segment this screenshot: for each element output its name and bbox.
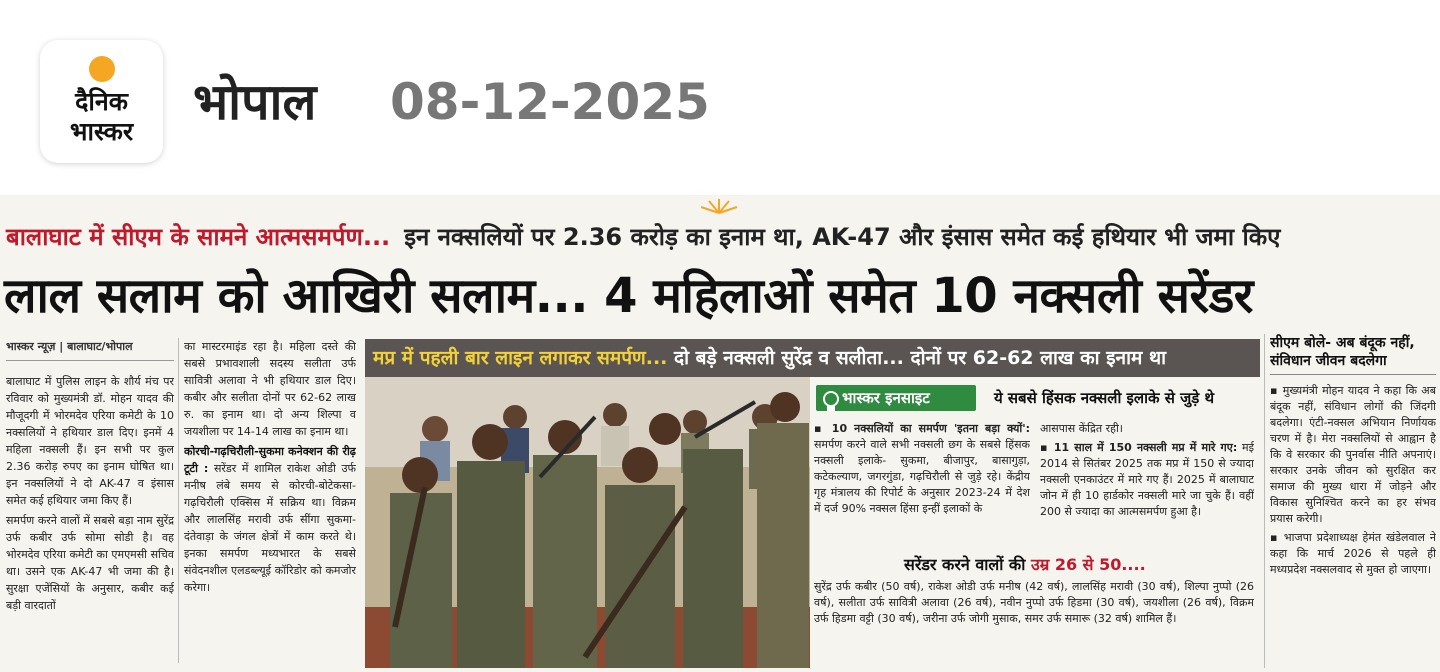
article-column-1: [6, 338, 174, 668]
age-heading-red: उम्र 26 से 50....: [1030, 555, 1146, 574]
kicker-red-text: बालाघाट में सीएम के सामने आत्मसमर्पण...: [6, 223, 391, 251]
insight-logo: [816, 385, 976, 411]
insight-column-1-text: [814, 421, 1030, 517]
sun-rays-icon: [697, 195, 741, 215]
insight-point-1-text: समर्पण करने वाले सभी नक्सली छग के सबसे हिंसक नक्सली इलाके- सुकमा, बीजापुर, बासागुड़ा, कटेकल्याण, जगरगुंडा, गढ़चिरौली से जुड़े रहे। केंद्रीय गृह मंत्रालय की रिपोर्ट के अनुसार 2023-24 में देश में दर्ज 90% नक्सल हिंसा इन्हीं इलाकों के: [814, 438, 1030, 515]
column-divider: [1264, 334, 1265, 668]
sidebar-paragraph-1: ▪ मुख्यमंत्री मोहन यादव ने कहा कि अब बंदूक नहीं, संविधान लोगों की जिंदगी बदलेगा। एंटी-नक्सल अभियान निर्णायक चरण में है। मेरा नक्सलियों से आह्वान है कि वे सरकार की पुनर्वास नीति अपनाएं। सरकार उनके जीवन को सुरक्षित कर समाज की मुख्य धारा में जोड़ने और विकास सुनिश्चित करने का हर संभव प्रयास करेगी।: [1270, 384, 1436, 525]
column-2-subhead: कोरची-गढ़चिरौली-सुकमा कनेक्शन की रीढ़ टूटी :: [184, 445, 356, 475]
kicker-black-text: इन नक्सलियों पर 2.36 करोड़ का इनाम था, AK-47 और इंसास समेत कई हथियार भी जमा किए: [404, 223, 1281, 251]
sidebar-column: [1270, 334, 1436, 668]
sidebar-paragraph-2: ▪ भाजपा प्रदेशाध्यक्ष हेमंत खंडेलवाल ने कहा कि मार्च 2026 से पहले ही मध्यप्रदेश नक्सलवाद से मुक्त हो जाएगा।: [1270, 531, 1436, 576]
lightbulb-icon: [820, 390, 842, 414]
edition-date: 08-12-2025: [390, 73, 710, 131]
surrender-photo: [365, 377, 810, 668]
bhaskar-insight-box: [814, 381, 1258, 668]
logo-text-line2: भास्कर: [69, 117, 134, 146]
article-column-2: [184, 338, 356, 668]
column-2-paragraph-1: का मास्टरमाइंड रहा है। महिला दस्ते की सबसे प्रभावशाली सदस्य सलीता उर्फ सावित्री अलावा ने भी हथियार डाल दिए। कबीर और सलीता दोनों पर 62-62 लाख रु. का इनाम था। दो अन्य शिल्पा व जयशीला पर 14-14 लाख का इनाम था।: [184, 340, 356, 438]
sidebar-heading: सीएम बोले- अब बंदूक नहीं, संविधान जीवन बदलेगा: [1270, 334, 1436, 375]
age-heading-black: सरेंडर करने वालों की: [904, 555, 1026, 574]
app-header: [0, 0, 1440, 195]
column-1-paragraph-2: समर्पण करने वालों में सबसे बड़ा नाम सुरेंद्र उर्फ कबीर उर्फ सोमा सोडी है। वह भोरमदेव एरिया कमेटी का एमएमसी सचिव था। उसने एक AK-47 भी जमा की है। सुरक्षा एजेंसियों के अनुसार, कबीर कई बड़ी वारदातों: [6, 514, 174, 612]
insight-column-2-text: [1040, 440, 1254, 520]
insight-title: ये सबसे हिंसक नक्सली इलाके से जुड़े थे: [994, 389, 1215, 407]
insight-point-1-head: ▪ 10 नक्सलियों का समर्पण 'इतना बड़ा क्यों':: [814, 422, 1030, 435]
photo-band-yellow-text: मप्र में पहली बार लाइन लगाकर समर्पण...: [373, 347, 668, 369]
edition-city: भोपाल: [193, 73, 317, 131]
dainik-bhaskar-logo[interactable]: [40, 40, 163, 163]
insight-point-2-head: ▪ 11 साल में 150 नक्सली मप्र में मारे गए:: [1040, 441, 1238, 454]
byline: भास्कर न्यूज़ | बालाघाट/भोपाल: [6, 338, 174, 361]
photo-band-white-text: दो बड़े नक्सली सुरेंद्र व सलीता... दोनों पर 62-62 लाख का इनाम था: [674, 347, 1167, 369]
column-2-paragraph-2: [184, 443, 356, 596]
column-2-subhead-text: सरेंडर में शामिल राकेश ओडी उर्फ मनीष लंबे समय से कोरची-बोटेकसा-गढ़चिरौली एक्सिस में सक्रिय था। विक्रम और लालसिंह मरावी उर्फ सींगा सुकमा-दंतेवाड़ा के जंगल क्षेत्रों में काम करते थे। इनका समर्पण मध्यभारत के सबसे संवेदनशील एलडब्ल्यूई कॉरिडोर को कमजोर करेगा।: [184, 462, 356, 594]
column-1-paragraph-1: बालाघाट में पुलिस लाइन के शौर्य मंच पर रविवार को मुख्यमंत्री डॉ. मोहन यादव की मौजूदगी में भोरमदेव एरिया कमेटी के 10 नक्सलियों ने हथियार डाल दिए। इनमें 4 महिला नक्सली हैं। इन सभी पर कुल 2.36 करोड़ रुपए का इनाम घोषित था। इन नक्सलियों ने दो AK-47 व इंसास समेत कई हथियार जमा किए हैं।: [6, 375, 174, 507]
insight-point-2-text: मई 2014 से सितंबर 2025 तक मप्र में 150 से ज्यादा नक्सली एनकाउंटर में मारे गए हैं। 2025 में बालाघाट जोन में ही 10 हार्डकोर नक्सली मारे जा चुके हैं। वहीं 200 से ज्यादा का आत्मसमर्पण हुआ है।: [1040, 441, 1254, 518]
insight-header: [814, 381, 1258, 413]
photo-caption-band: [365, 339, 1260, 377]
sun-icon: [87, 54, 117, 84]
column-divider: [178, 338, 179, 663]
age-section-text: सुरेंद्र उर्फ कबीर (50 वर्ष), राकेश ओडी उर्फ मनीष (42 वर्ष), लालसिंह मरावी (30 वर्ष), शिल्पा नुप्पो (26 वर्ष), सलीता उर्फ सावित्री अलावा (26 वर्ष), नवीन नुप्पो उर्फ हिडमा (30 वर्ष), जयशीला (26 वर्ष), विक्रम उर्फ हिडमा वट्टी (30 वर्ष), जरीना उर्फ जोगी मुसाक, समर उर्फ समारू (32 वर्ष) शामिल हैं।: [814, 580, 1254, 625]
article-kicker: [6, 218, 1436, 256]
insight-column-2: [1040, 421, 1254, 551]
insight-column-2-continued: आसपास केंद्रित रही।: [1040, 422, 1123, 435]
insight-column-1: [814, 421, 1030, 551]
logo-text-line1: दैनिक: [75, 87, 128, 116]
article-headline: लाल सलाम को आखिरी सलाम... 4 महिलाओं समेत 10 नक्सली सरेंडर: [4, 268, 1253, 324]
insight-logo-text: भास्कर इनसाइट: [842, 389, 930, 407]
photo-illustration: [365, 377, 810, 668]
age-section-heading: [904, 557, 1146, 573]
